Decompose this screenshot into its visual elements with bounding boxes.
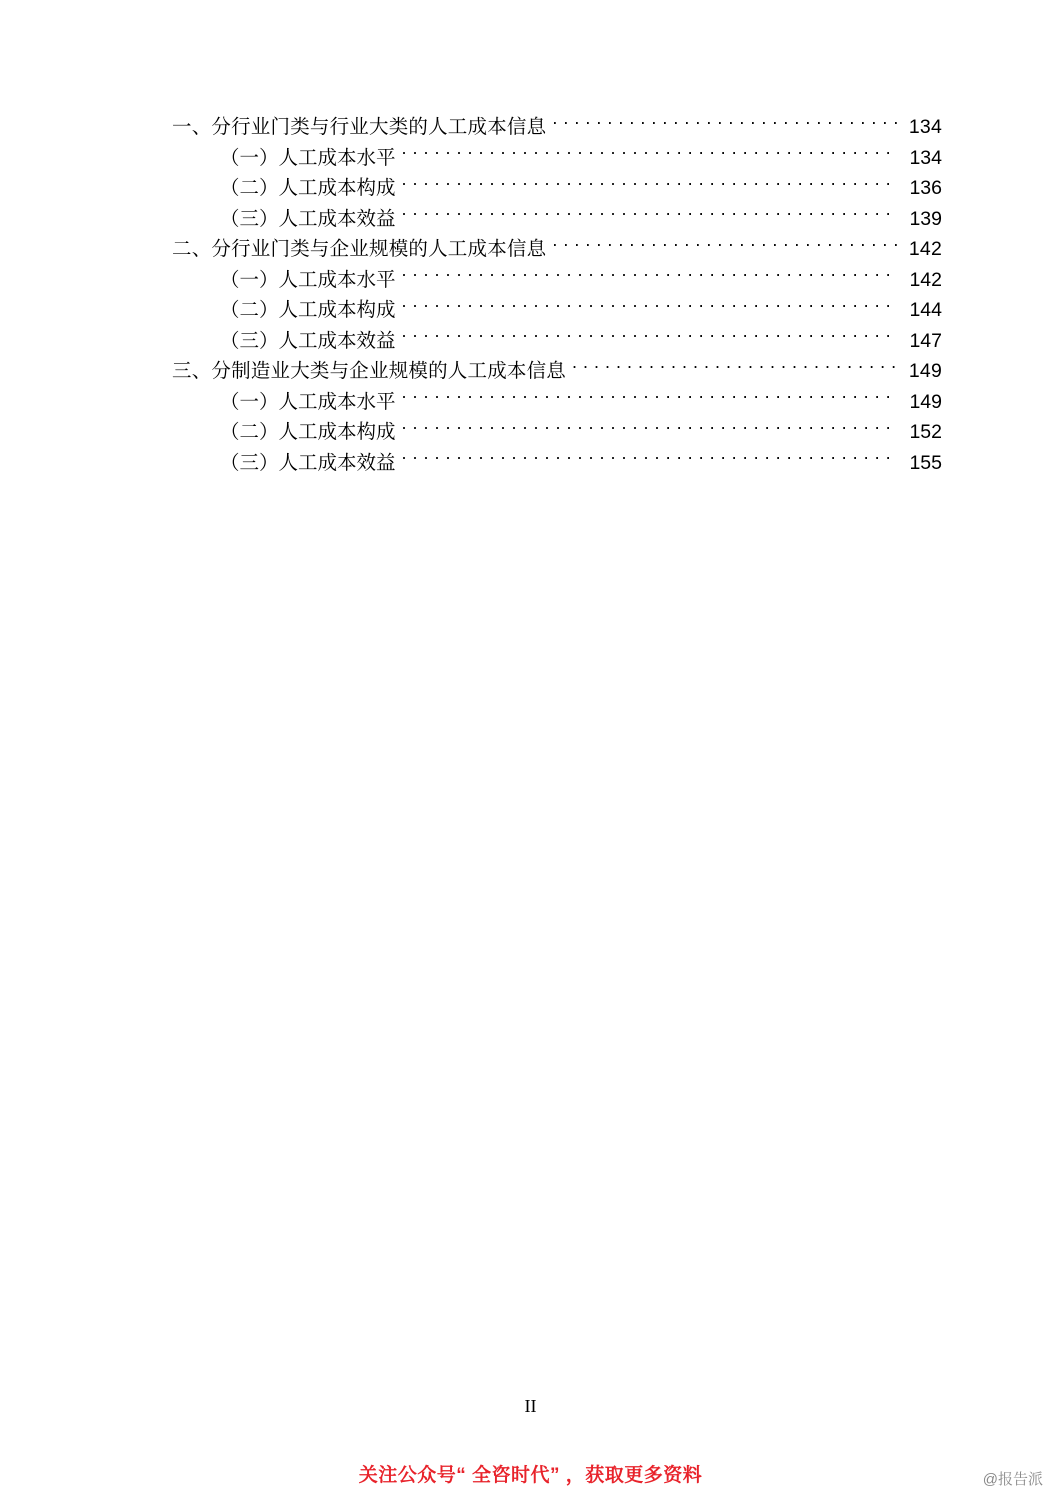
toc-entry-title: （一）人工成本水平 (220, 146, 396, 169)
watermark: @报告派 (982, 1471, 1043, 1488)
toc-entry-page: 139 (909, 207, 942, 230)
toc-leader-dots (402, 144, 897, 164)
toc-entry-title: 三、分制造业大类与企业规模的人工成本信息 (172, 360, 567, 382)
toc-entry[interactable] (172, 112, 942, 143)
toc-entry[interactable] (172, 387, 942, 418)
toc-entry-page: 149 (908, 360, 942, 382)
toc-entry[interactable] (172, 234, 942, 265)
toc-entry-title: （二）人工成本构成 (220, 421, 396, 443)
toc-entry[interactable] (172, 448, 942, 479)
toc-leader-dots (552, 236, 897, 256)
toc-entry[interactable] (172, 204, 942, 235)
toc-entry-title: 一、分行业门类与行业大类的人工成本信息 (172, 116, 547, 138)
toc-leader-dots (402, 327, 897, 347)
toc-leader-dots (572, 358, 897, 378)
toc-entry[interactable] (172, 356, 942, 387)
toc-entry[interactable] (172, 173, 942, 204)
toc-entry-title: （二）人工成本构成 (220, 299, 396, 321)
toc-entry-page: 134 (909, 146, 942, 169)
toc-entry-page: 144 (909, 299, 942, 321)
table-of-contents (172, 112, 942, 478)
toc-entry-page: 152 (909, 421, 942, 443)
toc-entry-title: （三）人工成本效益 (220, 451, 396, 474)
toc-entry[interactable] (172, 265, 942, 296)
toc-entry-title: （一）人工成本水平 (220, 390, 396, 413)
toc-entry-title: （三）人工成本效益 (220, 207, 396, 230)
toc-entry-page: 149 (909, 390, 942, 413)
toc-entry-page: 147 (909, 329, 942, 352)
toc-entry[interactable] (172, 295, 942, 326)
toc-leader-dots (402, 205, 897, 225)
promo-banner: 关注公众号“ 全咨时代” ，获取更多资料 (358, 1465, 703, 1486)
toc-entry-page: 134 (908, 116, 942, 138)
toc-entry-page: 155 (909, 451, 942, 474)
toc-entry-page: 136 (909, 177, 942, 199)
toc-leader-dots (402, 175, 897, 195)
toc-entry-title: （三）人工成本效益 (220, 329, 396, 352)
page-number: II (524, 1396, 537, 1416)
toc-leader-dots (402, 266, 897, 286)
toc-leader-dots (402, 419, 897, 439)
toc-entry-page: 142 (909, 268, 942, 291)
toc-entry-page: 142 (908, 238, 942, 260)
toc-leader-dots (552, 114, 897, 134)
toc-entry-title: 二、分行业门类与企业规模的人工成本信息 (172, 238, 547, 260)
toc-entry-title: （一）人工成本水平 (220, 268, 396, 291)
toc-entry[interactable] (172, 143, 942, 174)
toc-leader-dots (402, 388, 897, 408)
toc-entry-title: （二）人工成本构成 (220, 177, 396, 199)
toc-entry[interactable] (172, 326, 942, 357)
toc-entry[interactable] (172, 417, 942, 448)
toc-leader-dots (402, 297, 897, 317)
toc-leader-dots (402, 449, 897, 469)
